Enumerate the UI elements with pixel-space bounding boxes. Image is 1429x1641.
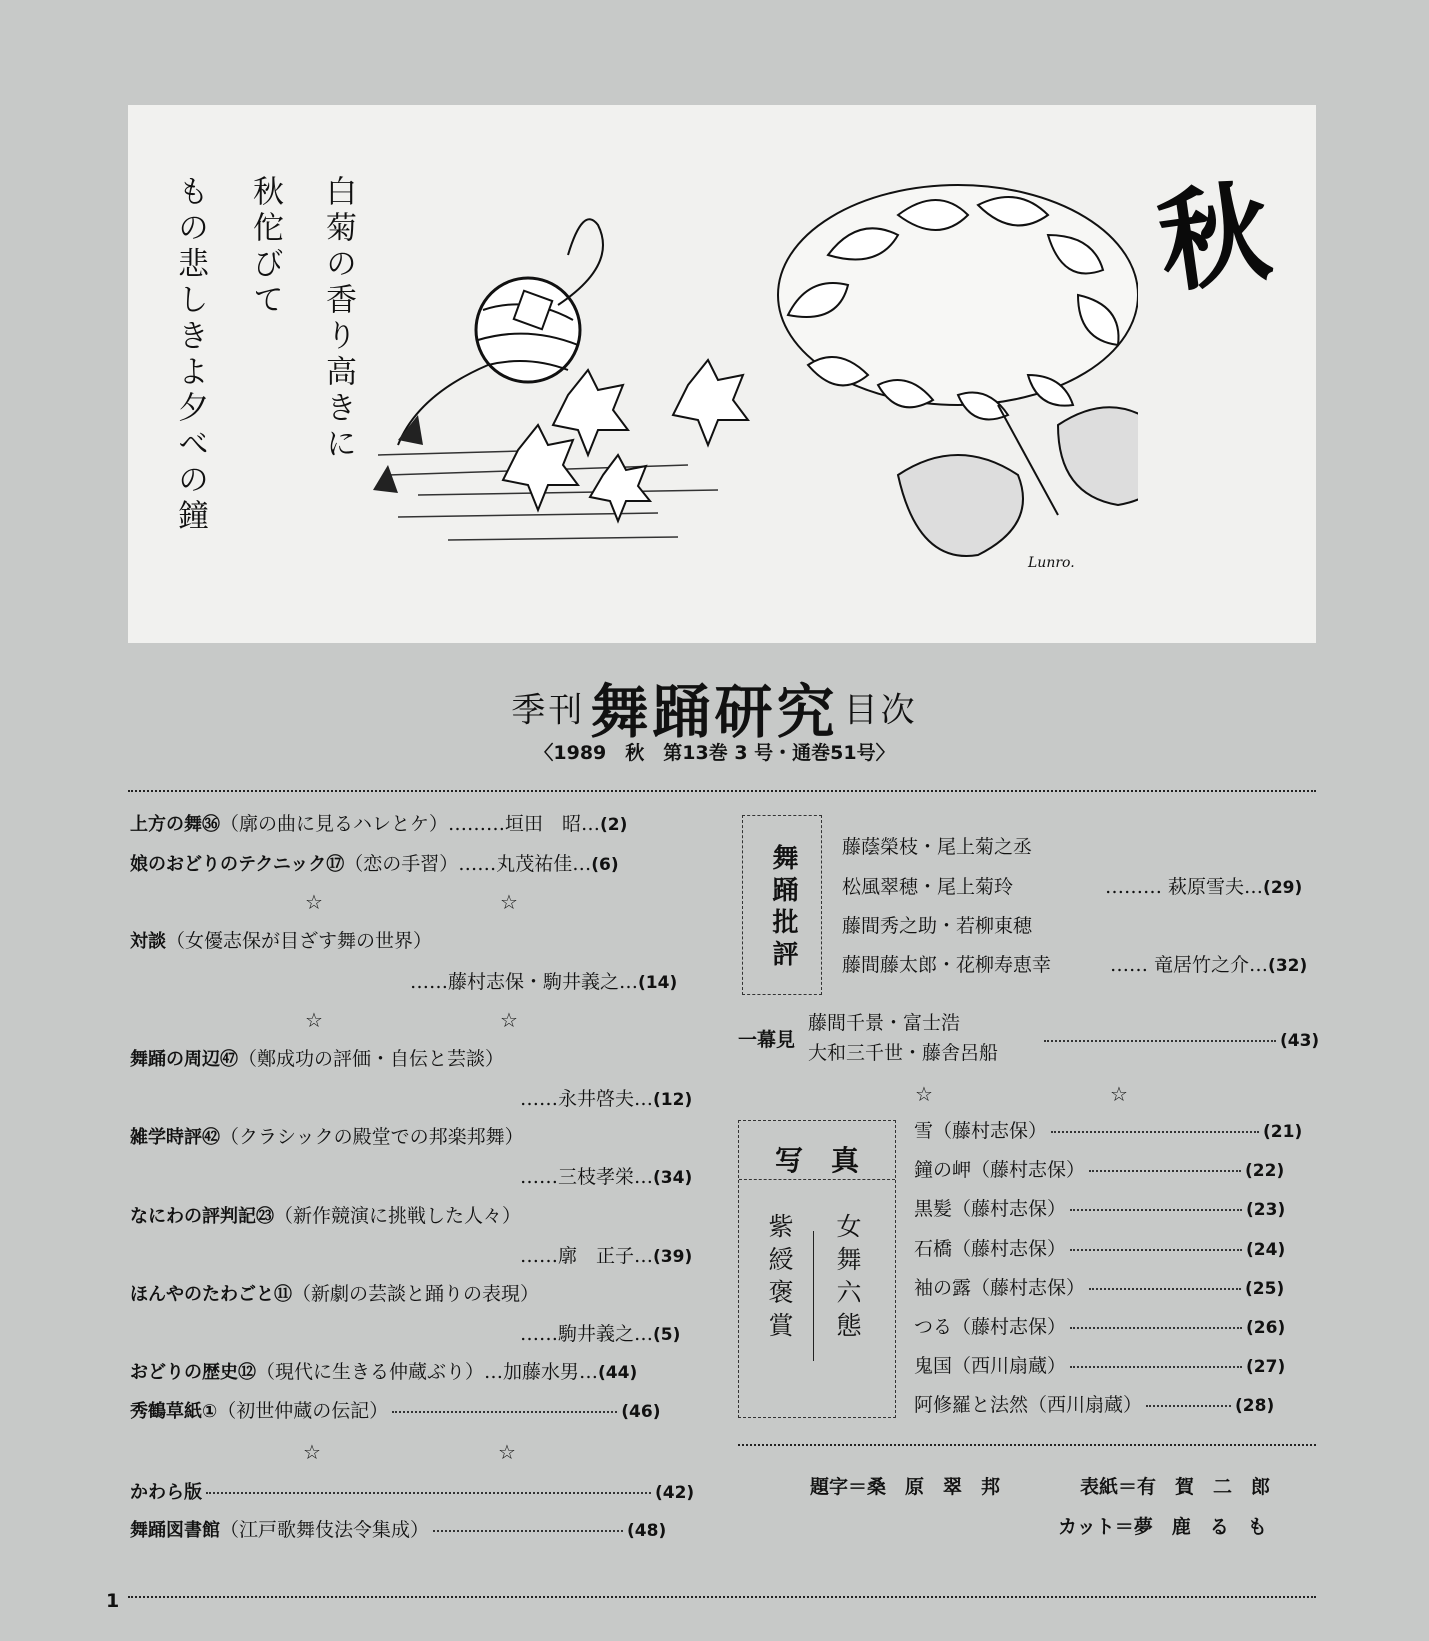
- photo-item: 鐘の岬（藤村志保） (22): [914, 1159, 1285, 1181]
- ichimakumi-label: 一幕見: [738, 1029, 796, 1051]
- photo-item: つる（藤村志保） (26): [914, 1316, 1286, 1338]
- star-icon: ☆: [305, 890, 323, 914]
- poem-line-1: 白菊の香り高きに: [320, 175, 356, 463]
- toc-entry-honya-author: ……駒井義之…(5): [520, 1323, 681, 1345]
- toc-entry-shuhen: 舞踊の周辺㊼（鄭成功の評価・自伝と芸談）: [130, 1048, 505, 1070]
- photo-item: 袖の露（藤村志保） (25): [914, 1277, 1285, 1299]
- critique-line: 藤蔭榮枝・尾上菊之丞: [842, 836, 1033, 858]
- toc-entry-honya: ほんやのたわごと⑪（新劇の芸談と踊りの表現）: [130, 1283, 540, 1305]
- photo-item: 石橋（藤村志保） (24): [914, 1238, 1286, 1260]
- critique-author: …… 竜居竹之介…(32): [1110, 954, 1308, 976]
- star-icon: ☆: [305, 1008, 323, 1032]
- chrysanthemum-illustration: [358, 145, 1138, 615]
- title-suffix: 目次: [843, 690, 918, 731]
- bottom-divider: [128, 1596, 1316, 1598]
- issue-info: 〈1989 秋 第13巻 3 号・通巻51号〉: [534, 742, 895, 764]
- title-main: 舞踊研究: [590, 678, 839, 746]
- ichimakumi-line: 藤間千景・富士浩: [808, 1012, 961, 1034]
- title-prefix: 季刊: [511, 690, 586, 731]
- cover-illustration-panel: [128, 105, 1316, 643]
- toc-entry-naniwa: なにわの評判記㉓（新作競演に挑戦した人々）: [130, 1205, 522, 1227]
- star-icon: ☆: [500, 890, 518, 914]
- photo-item: 黒髪（藤村志保） (23): [914, 1198, 1286, 1220]
- toc-entry-musume: 娘のおどりのテクニック⑰（恋の手習）……丸茂祐佳…(6): [130, 853, 619, 875]
- critique-line: 藤間秀之助・若柳東穂: [842, 915, 1033, 937]
- critique-line: 松風翠穂・尾上菊玲: [842, 876, 1014, 898]
- toc-entry-zatsugaku: 雑学時評㊷（クラシックの殿堂での邦楽邦舞）: [130, 1126, 524, 1148]
- credits-divider: [738, 1444, 1316, 1446]
- star-icon: ☆: [498, 1440, 516, 1464]
- star-icon: ☆: [1110, 1082, 1128, 1106]
- critique-heading: 舞踊批評: [768, 844, 798, 972]
- toc-entry-shuhen-author: ……永井啓夫…(12): [520, 1088, 693, 1110]
- critique-line: 藤間藤太郎・花柳寿恵幸: [842, 954, 1052, 976]
- poem-line-3: もの悲しきよ夕べの鐘: [172, 175, 208, 535]
- magazine-title: [0, 665, 1429, 749]
- illustrator-signature: Lunro.: [1028, 555, 1075, 571]
- star-icon: ☆: [500, 1008, 518, 1032]
- critique-heading-box: [742, 815, 822, 995]
- toc-entry-taidan: 対談（女優志保が目ざす舞の世界）: [130, 930, 433, 952]
- toc-entry-taidan-author: ……藤村志保・駒井義之…(14): [410, 971, 678, 993]
- toc-entry-rekishi: おどりの歴史⑫（現代に生きる仲蔵ぶり）…加藤水男…(44): [130, 1361, 638, 1383]
- toc-entry-naniwa-author: ……廓 正子…(39): [520, 1245, 693, 1267]
- toc-entry-shukaku: 秀鶴草紙①（初世仲蔵の伝記） (46): [130, 1400, 661, 1422]
- photo-award: 紫綬褒賞: [765, 1213, 794, 1345]
- star-icon: ☆: [303, 1440, 321, 1464]
- ichimakumi-line: 大和三千世・藤舎呂船: [808, 1042, 999, 1064]
- credit-calligraphy: 題字＝桑 原 翠 邦: [810, 1476, 1001, 1498]
- toc-entry-kawaraban: かわら版 (42): [130, 1482, 695, 1503]
- photo-item: 鬼国（西川扇蔵） (27): [914, 1355, 1286, 1377]
- photo-heading: 写 真: [774, 1144, 859, 1177]
- photo-item: 阿修羅と法然（西川扇蔵） (28): [914, 1394, 1275, 1416]
- top-divider: [128, 790, 1316, 792]
- critique-author: ……… 萩原雪夫…(29): [1105, 876, 1303, 898]
- toc-entry-zatsugaku-author: ……三枝孝栄…(34): [520, 1166, 693, 1188]
- poem-line-2: 秋佗びて: [247, 175, 283, 319]
- photo-item: 雪（藤村志保） (21): [914, 1120, 1303, 1142]
- photo-title: 女舞六態: [833, 1213, 862, 1345]
- page-number: 1: [106, 1590, 120, 1612]
- ichimakumi-page: (43): [1040, 1031, 1319, 1050]
- toc-entry-toshokan: 舞踊図書館（江戸歌舞伎法令集成） (48): [130, 1519, 667, 1541]
- star-icon: ☆: [915, 1082, 933, 1106]
- season-autumn-glyph: 秋: [1150, 166, 1278, 309]
- photo-heading-box: [738, 1120, 896, 1418]
- credit-cover: 表紙＝有 賀 二 郎: [1080, 1476, 1271, 1498]
- toc-entry-kamigata: 上方の舞㊱（廓の曲に見るハレとケ）………垣田 昭…(2): [130, 813, 628, 835]
- credit-cut: カット＝夢 鹿 る も: [1058, 1516, 1267, 1538]
